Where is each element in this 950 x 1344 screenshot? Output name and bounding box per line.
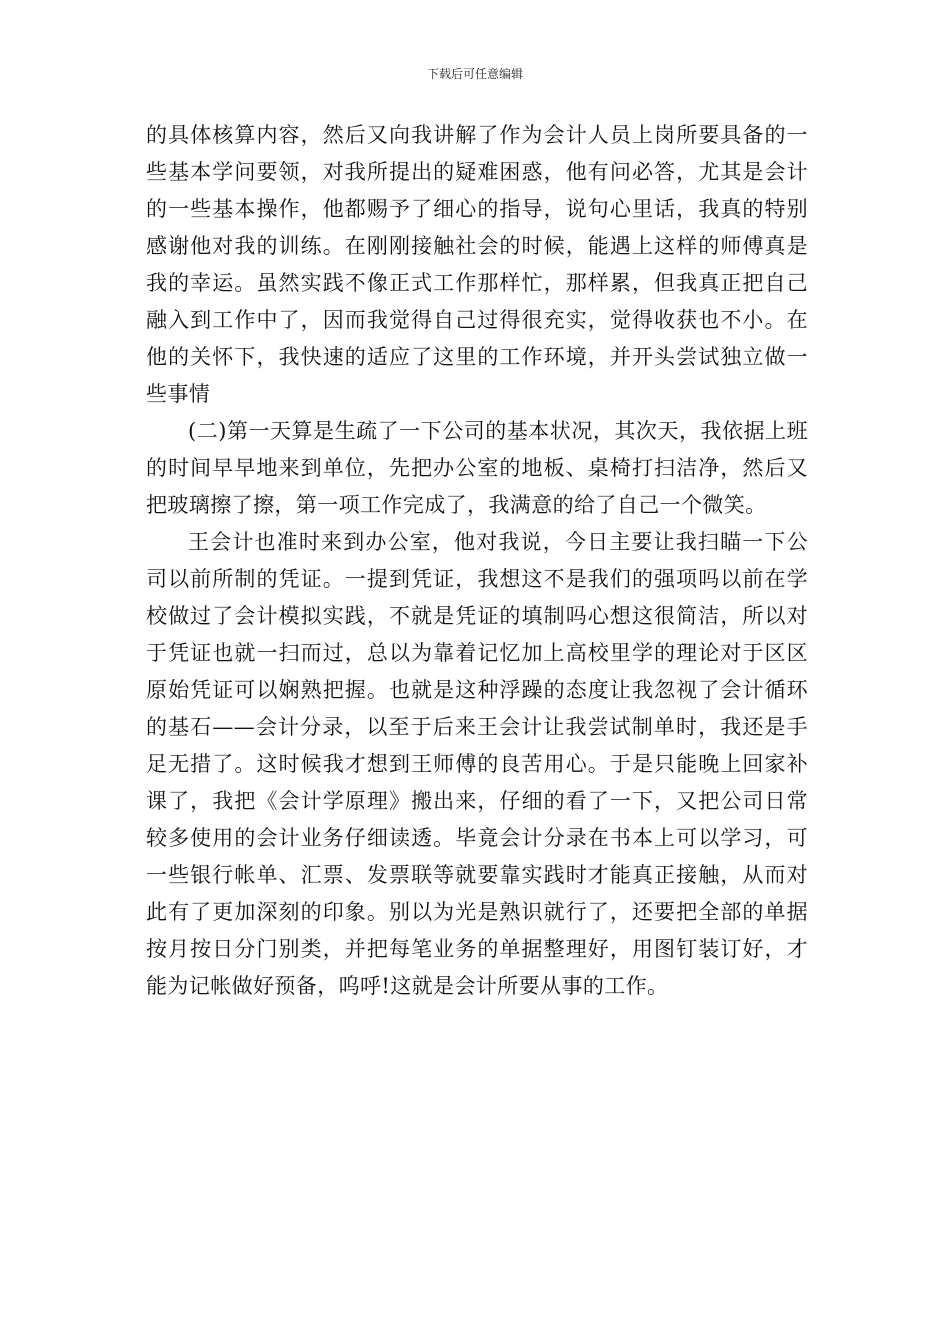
- document-body: [146, 117, 808, 1005]
- paragraph-first-day: (二)第一天算是生疏了一下公司的基本状况，其次天，我依据上班的时间早早地来到单位，先把办公室的地板、桌椅打扫洁净，然后又把玻璃擦了擦，第一项工作完成了，我满意的给了自己一个微笑。: [146, 419, 808, 517]
- paragraph-vouchers: 王会计也准时来到办公室，他对我说，今日主要让我扫瞄一下公司以前所制的凭证。一提到凭证，我想这不是我们的强项吗以前在学校做过了会计模拟实践，不就是凭证的填制吗心想这很简洁，所以对于凭证也就一扫而过，总以为靠着记忆加上高校里学的理论对于区区原始凭证可以娴熟把握。也就是这种浮躁的态度让我忽视了会计循环的基石——会计分录，以至于后来王会计让我尝试制单时，我还是手足无措了。这时候我才想到王师傅的良苦用心。于是只能晚上回家补课了，我把《会计学原理》搬出来，仔细的看了一下，又把公司日常较多使用的会计业务仔细读透。毕竟会计分录在书本上可以学习，可一些银行帐单、汇票、发票联等就要靠实践时才能真正接触，从而对此有了更加深刻的印象。别以为光是熟识就行了，还要把全部的单据按月按日分门别类，并把每笔业务的单据整理好，用图钉装订好，才能为记帐做好预备，呜呼!这就是会计所要从事的工作。: [146, 530, 808, 998]
- paragraph-continued: 的具体核算内容，然后又向我讲解了作为会计人员上岗所要具备的一些基本学问要领，对我所提出的疑难困惑，他有问必答，尤其是会计的一些基本操作，他都赐予了细心的指导，说句心里话，我真的特别感谢他对我的训练。在刚刚接触社会的时候，能遇上这样的师傅真是我的幸运。虽然实践不像正式工作那样忙，那样累，但我真正把自己融入到工作中了，因而我觉得自己过得很充实，觉得收获也不小。在他的关怀下，我快速的适应了这里的工作环境，并开头尝试独立做一些事情: [146, 123, 808, 406]
- page-header-note: 下载后可任意编辑: [426, 67, 523, 81]
